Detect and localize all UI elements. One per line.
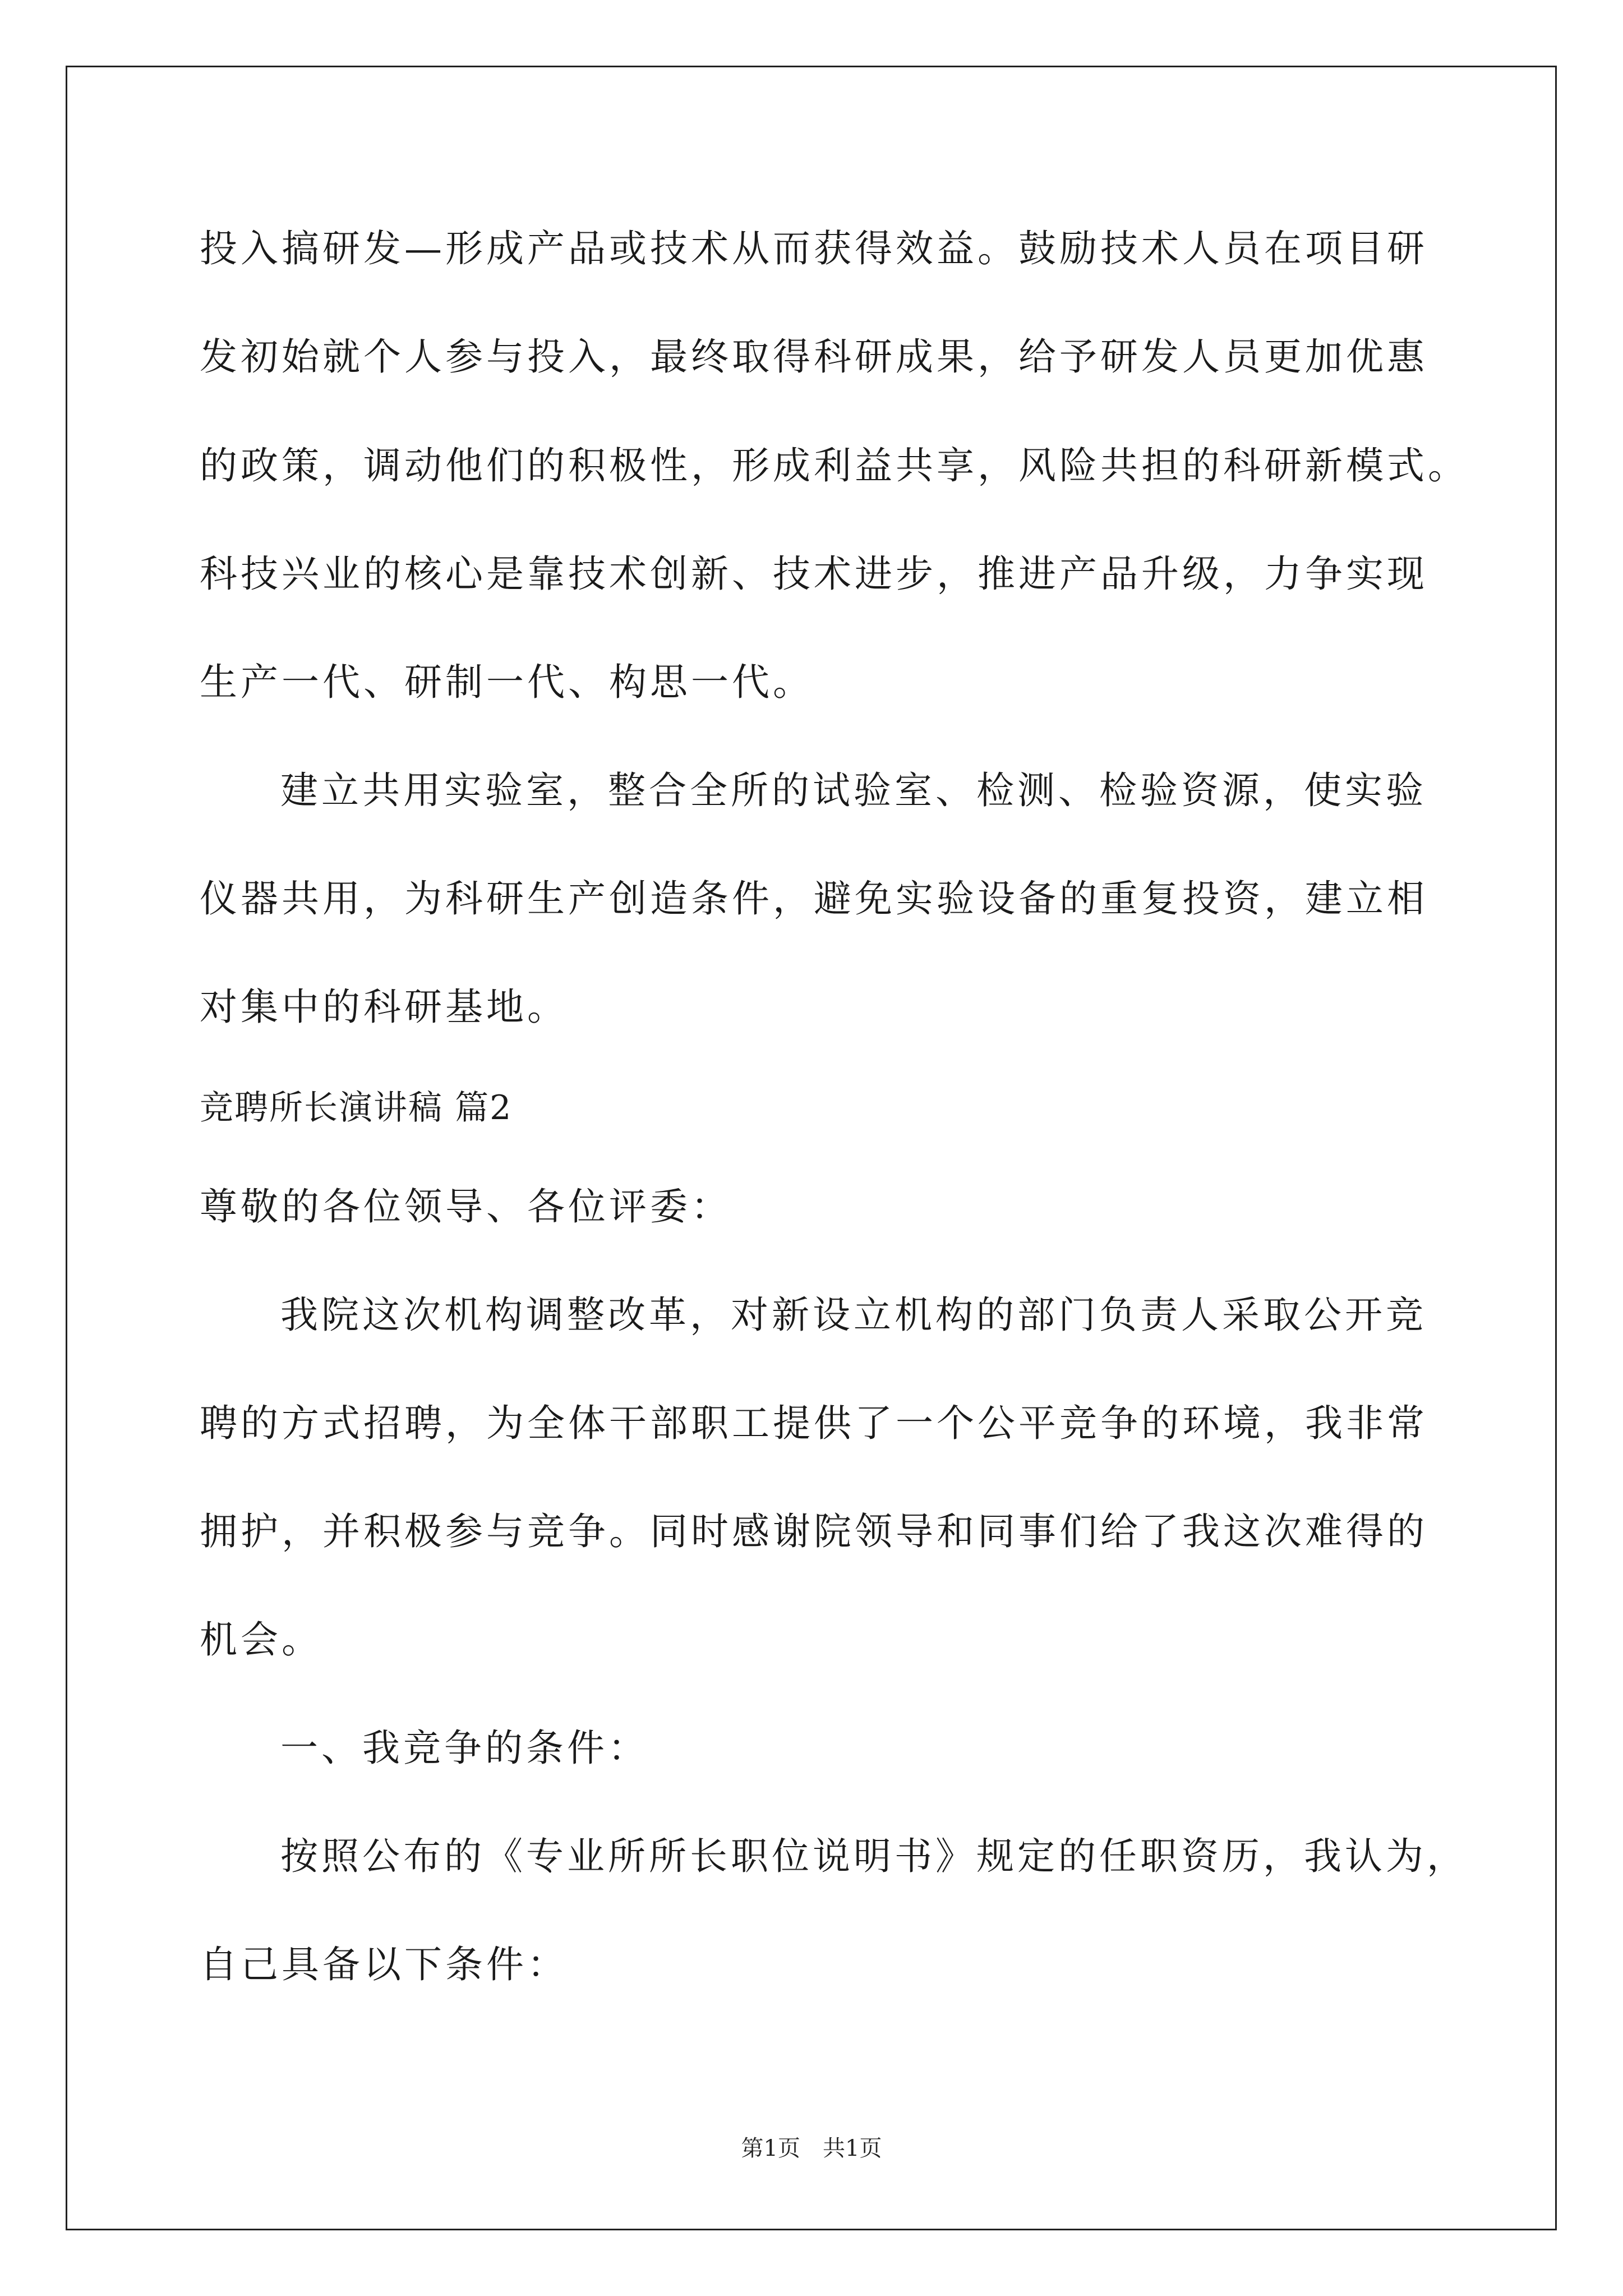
paragraph-line: 科技兴业的核心是靠技术创新、技术进步，推进产品升级，力争实现 [200,552,1428,596]
paragraph-line: 拥护，并积极参与竞争。同时感谢院领导和同事们给了我这次难得的 [200,1510,1428,1553]
paragraph-line: 聘的方式招聘，为全体干部职工提供了一个公平竞争的环境，我非常 [200,1401,1428,1445]
paragraph-line: 投入搞研发—形成产品或技术从而获得效益。鼓励技术人员在项目研 [200,227,1428,270]
paragraph-line: 仪器共用，为科研生产创造条件，避免实验设备的重复投资，建立相 [200,877,1428,921]
paragraph-line: 生产一代、研制一代、构思一代。 [200,660,814,704]
page-border [66,66,1557,2230]
page-footer: 第1页 共1页 [741,2136,882,2161]
paragraph-line: 我院这次机构调整改革，对新设立机构的部门负责人采取公开竞 [280,1293,1427,1337]
paragraph-line: 按照公布的《专业所所长职位说明书》规定的任职资历，我认为， [280,1834,1468,1878]
paragraph-line: 发初始就个人参与投入，最终取得科研成果，给予研发人员更加优惠 [200,335,1428,379]
paragraph-line: 自己具备以下条件： [200,1943,568,1986]
subheading: 一、我竞争的条件： [280,1726,649,1770]
salutation: 尊敬的各位领导、各位评委： [200,1185,732,1228]
section-heading: 竞聘所长演讲稿 篇2 [200,1088,513,1128]
paragraph-line: 的政策，调动他们的积极性，形成利益共享，风险共担的科研新模式。 [200,444,1469,487]
paragraph-line: 对集中的科研基地。 [200,985,568,1029]
paragraph-line: 机会。 [200,1618,322,1662]
paragraph-line: 建立共用实验室，整合全所的试验室、检测、检验资源，使实验 [280,769,1427,812]
